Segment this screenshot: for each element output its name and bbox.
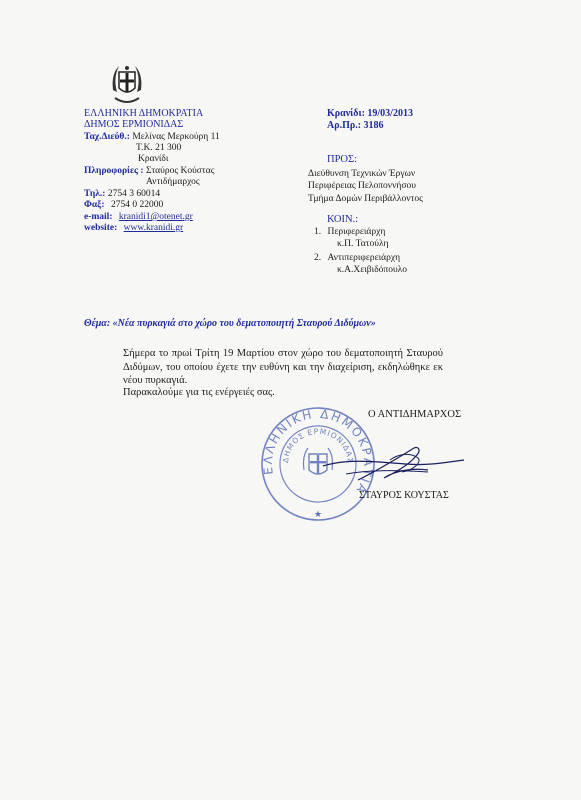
fax-label: Φαξ: — [84, 200, 105, 210]
handwritten-signature — [318, 440, 468, 490]
recipient-label: ΠΡΟΣ: — [327, 154, 358, 165]
coat-of-arms-icon — [107, 60, 147, 108]
recipient-line: Διεύθυνση Τεχνικών Έργων — [308, 169, 416, 179]
cc-item-number: 2. — [314, 253, 322, 263]
recipient-line: Περιφέρειας Πελοποννήσου — [308, 181, 416, 191]
body-paragraph: Σήμερα το πρωί Τρίτη 19 Μαρτίου στον χώρο του δεματοποιητή Σταυρού Διδύμων, του οποίου έχετε την ευθύνη και την διαχείριση, εκδηλώθηκε εκ νέου πυρκαγιά. — [123, 348, 443, 386]
cc-label: ΚΟΙΝ.: — [327, 214, 359, 225]
municipality-name: ΔΗΜΟΣ ΕΡΜΙΟΝΙΔΑΣ — [84, 119, 184, 130]
protocol-line: Αρ.Πρ.: 3186 — [327, 120, 384, 131]
cc-item — [314, 252, 400, 264]
stamp-star-icon: ★ — [313, 509, 323, 519]
info-title: Αντιδήμαρχος — [146, 177, 200, 187]
subject-line — [84, 318, 376, 330]
email-label: e-mail: — [84, 212, 113, 222]
website-row — [84, 222, 183, 234]
recipient-line: Τμήμα Δομών Περιβάλλοντος — [308, 194, 423, 204]
signatory-role: Ο ΑΝΤΙΔΗΜΑΡΧΟΣ — [368, 409, 462, 420]
website-link[interactable]: www.kranidi.gr — [123, 223, 184, 233]
website-label: website: — [84, 223, 118, 233]
stamp-ring-text: ΕΛΛΗΝΙΚΗ ΔΗΜΟΚΡΑΤΙΑ — [260, 406, 376, 498]
address-value: Μελίνας Μερκούρη 11 — [132, 132, 220, 142]
country-name: ΕΛΛΗΝΙΚΗ ΔΗΜΟΚΡΑΤΙΑ — [84, 108, 204, 119]
fax-value: 2754 0 22000 — [110, 200, 164, 210]
cc-item-title: Περιφερειάρχη — [327, 227, 386, 237]
cc-item-title: Αντιπεριφερειάρχη — [327, 253, 401, 263]
postal-code: Τ.Κ. 21 300 — [136, 143, 182, 153]
city-name: Κρανίδι — [138, 154, 169, 164]
fax-row — [84, 199, 163, 211]
stamp-inner-text: ΔΗΜΟΣ ΕΡΜΙΟΝΙΔΑΣ — [280, 426, 356, 464]
cc-item-number: 1. — [314, 227, 322, 237]
cc-item — [314, 226, 385, 238]
date-line: Κρανίδι: 19/03/2013 — [327, 108, 413, 119]
info-value: Σταύρος Κούστας — [145, 166, 215, 176]
address-label: Ταχ.Διεύθ.: — [84, 132, 130, 142]
info-label: Πληροφορίες : — [84, 166, 144, 176]
subject-label: Θέμα: — [84, 318, 111, 329]
cc-item-name: κ.Π. Τατούλη — [337, 239, 389, 249]
body-paragraph: Παρακαλούμε για τις ενέργειές σας. — [123, 387, 275, 398]
phone-value: 2754 3 60014 — [107, 189, 161, 199]
subject-text: «Νέα πυρκαγιά στο χώρο του δεματοποιητή Σταυρού Διδύμων» — [112, 318, 376, 329]
cc-item-name: κ.Α.Χειβιδόπουλο — [337, 265, 408, 275]
signatory-name: ΣΤΑΥΡΟΣ ΚΟΥΣΤΑΣ — [359, 490, 449, 501]
email-link[interactable]: kranidi1@otenet.gr — [118, 212, 193, 222]
phone-label: Τηλ.: — [84, 189, 106, 199]
